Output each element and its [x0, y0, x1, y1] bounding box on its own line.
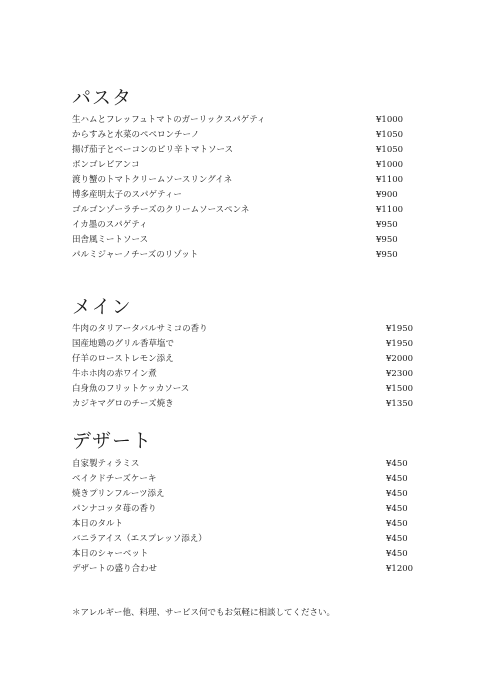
item-name: 揚げ茄子とベーコンのピリ辛トマトソース — [72, 145, 234, 155]
item-price: ¥450 — [386, 534, 408, 544]
item-price: ¥950 — [376, 250, 398, 260]
item-price: ¥450 — [386, 474, 408, 484]
item-price: ¥1050 — [376, 145, 404, 155]
item-name: 本日のシャーベット — [72, 549, 149, 559]
item-price: ¥1350 — [386, 399, 414, 409]
item-name: パルミジャーノチーズのリゾット — [72, 250, 199, 260]
item-price: ¥1950 — [386, 339, 414, 349]
item-price: ¥2300 — [386, 369, 414, 379]
item-price: ¥450 — [386, 549, 408, 559]
section-pasta — [72, 86, 404, 260]
item-price: ¥1000 — [376, 115, 404, 125]
item-price: ¥1950 — [386, 324, 414, 334]
section-title-main: メイン — [72, 296, 132, 318]
section-title-pasta: パスタ — [72, 87, 133, 109]
item-price: ¥1000 — [376, 160, 404, 170]
section-main — [72, 295, 414, 409]
item-name: 田舎風ミートソース — [72, 235, 149, 245]
item-name: 本日のタルト — [72, 519, 124, 529]
item-price: ¥450 — [386, 459, 408, 469]
section-dessert — [72, 429, 414, 574]
item-name: 国産地鶏のグリル香草塩で — [72, 339, 175, 349]
item-name: 自家製ティラミス — [72, 459, 140, 469]
item-price: ¥1100 — [376, 175, 404, 185]
item-price: ¥450 — [386, 519, 408, 529]
item-name: 仔羊のローストレモン添え — [72, 354, 174, 364]
item-price: ¥900 — [376, 190, 398, 200]
item-name: バニラアイス（エスプレッソ添え） — [72, 534, 207, 544]
item-name: 生ハムとフレッフュトマトのガーリックスパゲティ — [72, 115, 266, 125]
item-price: ¥1200 — [386, 564, 414, 574]
item-name: イカ墨のスパゲティ — [72, 220, 148, 230]
section-title-dessert: デザート — [72, 430, 153, 452]
item-price: ¥950 — [376, 235, 398, 245]
item-name: ベイクドチーズケーキ — [72, 474, 157, 484]
item-price: ¥950 — [376, 220, 398, 230]
item-name: ゴルゴンゾーラチーズのクリームソースペンネ — [72, 205, 250, 215]
item-name: パンナコッタ苺の香り — [72, 504, 157, 514]
item-price: ¥2000 — [386, 354, 414, 364]
item-name: ボンゴレビアンコ — [72, 160, 140, 170]
item-name: 牛ホホ肉の赤ワイン煮 — [72, 369, 157, 379]
item-price: ¥1500 — [386, 384, 414, 394]
item-name: 牛肉のタリアータバルサミコの香り — [72, 324, 208, 334]
item-name: 博多産明太子のスパゲティー — [72, 190, 182, 200]
item-name: デザートの盛り合わせ — [72, 564, 158, 574]
allergy-note: ＊アレルギー他、料理、サービス何でもお気軽に相談してください。 — [72, 608, 335, 618]
item-name: 焼きプリンフルーツ添え — [72, 489, 165, 499]
item-name: からすみと水菜のペペロンチーノ — [72, 130, 200, 140]
item-name: カジキマグロのチーズ焼き — [72, 399, 174, 409]
item-price: ¥1100 — [376, 205, 404, 215]
item-name: 白身魚のフリットケッカソース — [72, 384, 190, 394]
item-name: 渡り蟹のトマトクリームソースリングイネ — [72, 175, 233, 185]
item-price: ¥450 — [386, 489, 408, 499]
item-price: ¥1050 — [376, 130, 404, 140]
item-price: ¥450 — [386, 504, 408, 514]
